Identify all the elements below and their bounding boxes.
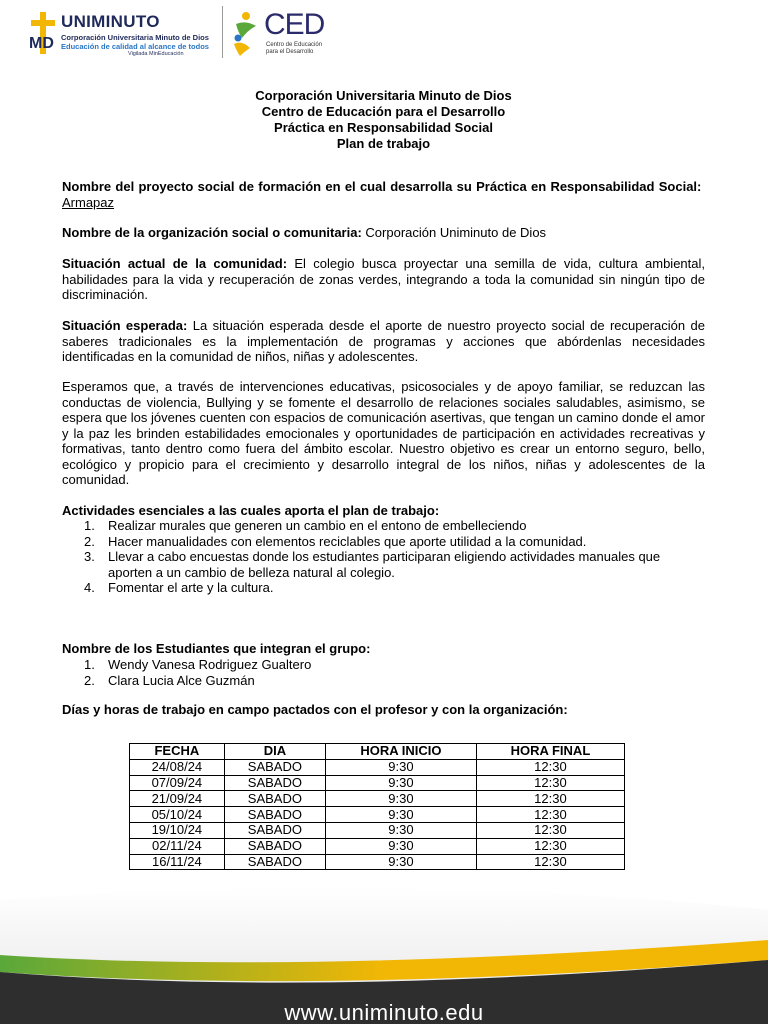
table-cell: 12:30 <box>476 791 624 807</box>
column-header-hora-inicio: HORA INICIO <box>326 744 477 760</box>
list-item-text: Fomentar el arte y la cultura. <box>108 580 274 595</box>
ced-logo <box>232 8 342 60</box>
list-item-number: 2. <box>84 533 95 549</box>
table-cell: SABADO <box>224 791 325 807</box>
current-situation-label: Situación actual de la comunidad: <box>62 256 288 271</box>
column-header-hora-final: HORA FINAL <box>476 744 624 760</box>
table-cell: SABADO <box>224 838 325 854</box>
uniminuto-wordmark: UNIMINUTO <box>61 12 160 31</box>
schedule-table <box>129 743 625 870</box>
table-row <box>130 791 625 807</box>
table-cell: SABADO <box>224 775 325 791</box>
table-header-row <box>130 744 625 760</box>
table-cell: 12:30 <box>476 854 624 870</box>
current-situation-section <box>62 256 705 303</box>
table-cell: 07/09/24 <box>130 775 225 791</box>
table-cell: 12:30 <box>476 807 624 823</box>
table-cell: 12:30 <box>476 838 624 854</box>
title-line-3: Práctica en Responsabilidad Social <box>274 120 493 135</box>
table-row <box>130 775 625 791</box>
title-line-1: Corporación Universitaria Minuto de Dios <box>255 88 512 103</box>
table-cell: 9:30 <box>326 791 477 807</box>
uniminuto-logo <box>28 10 218 58</box>
table-cell: 16/11/24 <box>130 854 225 870</box>
md-logo-mark-icon <box>28 12 58 54</box>
list-item <box>80 580 705 596</box>
list-item <box>80 549 705 580</box>
ced-subtitle-line2: para el Desarrollo <box>266 49 314 55</box>
list-item <box>80 518 705 534</box>
table-row <box>130 807 625 823</box>
list-item-number: 2. <box>84 672 95 688</box>
list-item-text: Llevar a cabo encuestas donde los estudiantes participaran eligiendo actividades manuales que aporten a un cambio de belleza natural al colegio. <box>108 549 661 580</box>
list-item <box>80 657 705 673</box>
current-situation-text: El colegio busca proyectar una semilla de vida, cultura ambiental, habilidades para la vida y recuperación de zonas verdes, integrando a toda la comunidad sin ningún tipo de discriminación. <box>62 256 705 302</box>
table-cell: 19/10/24 <box>130 822 225 838</box>
table-cell: 05/10/24 <box>130 807 225 823</box>
project-name-value: Armapaz <box>62 194 115 210</box>
table-cell: 9:30 <box>326 838 477 854</box>
table-cell: 24/08/24 <box>130 759 225 775</box>
table-cell: SABADO <box>224 807 325 823</box>
table-row <box>130 759 625 775</box>
uniminuto-subtitle: Corporación Universitaria Minuto de Dios <box>61 33 209 42</box>
table-cell: 12:30 <box>476 822 624 838</box>
document-titles <box>62 88 705 152</box>
table-cell: 21/09/24 <box>130 791 225 807</box>
uniminuto-slogan: Educación de calidad al alcance de todos <box>61 42 209 51</box>
hopes-paragraph: Esperamos que, a través de intervenciones educativas, psicosociales y de apoyo familiar, se reduzcan las conductas de violencia, Bullying y se fomente el desarrollo de relaciones sociales saludables, asimismo, se espera que los jóvenes cuenten con espacios de comunicación asertivas, que tengan un camino donde el amor y la paz les brinden estabilidades emocionales y oportunidades de participación en actividades recreativas y formativas, tanto dentro como fuera del ámbito escolar. Nuestro objetivo es crear un entorno seguro, bello, ecológico y propicio para el crecimiento y desarrollo integral de los niños, niñas y adolescentes de la comunidad. <box>62 379 705 487</box>
svg-text:MD: MD <box>29 35 54 52</box>
activities-list <box>80 518 705 596</box>
schedule-heading: Días y horas de trabajo en campo pactados con el profesor y con la organización: <box>62 702 568 717</box>
organization-value: Corporación Uniminuto de Dios <box>361 225 547 240</box>
activities-heading: Actividades esenciales a las cuales aporta el plan de trabajo: <box>62 503 440 518</box>
organization-section <box>62 225 705 241</box>
title-line-2: Centro de Educación para el Desarrollo <box>261 104 506 119</box>
table-cell: 12:30 <box>476 759 624 775</box>
logo-divider <box>222 6 223 58</box>
table-cell: 9:30 <box>326 822 477 838</box>
table-cell: 02/11/24 <box>130 838 225 854</box>
uniminuto-vigilada: Vigilada MinEducación <box>128 51 184 57</box>
table-cell: 12:30 <box>476 775 624 791</box>
column-header-fecha: FECHA <box>130 744 225 760</box>
students-heading: Nombre de los Estudiantes que integran el grupo: <box>62 641 371 656</box>
table-row <box>130 822 625 838</box>
list-item-number: 3. <box>84 549 95 564</box>
table-cell: SABADO <box>224 822 325 838</box>
students-list <box>80 657 705 688</box>
table-cell: 9:30 <box>326 854 477 870</box>
organization-label: Nombre de la organización social o comunitaria: <box>62 225 362 240</box>
column-header-dia: DIA <box>224 744 325 760</box>
table-row <box>130 854 625 870</box>
table-cell: 9:30 <box>326 775 477 791</box>
table-cell: SABADO <box>224 854 325 870</box>
list-item-number: 4. <box>84 580 95 595</box>
list-item-text: Wendy Vanesa Rodriguez Gualtero <box>108 657 312 672</box>
footer-url: www.uniminuto.edu <box>284 1000 484 1024</box>
list-item-number: 1. <box>84 518 95 533</box>
ced-subtitle <box>266 42 322 56</box>
title-line-4: Plan de trabajo <box>336 136 431 151</box>
table-cell: 9:30 <box>326 807 477 823</box>
list-item-number: 1. <box>84 657 95 672</box>
list-item-text: Hacer manualidades con elementos reciclables que aporte utilidad a la comunidad. <box>108 533 587 549</box>
page-header <box>0 0 768 64</box>
expected-situation-text: La situación esperada desde el aporte de nuestro proyecto social de recuperación de saberes tradicionales es la implementación de programas y acciones que abórdenlas necesidades identificadas en la comunidad de niños, niñas y adolescentes. <box>62 318 705 364</box>
project-name-label: Nombre del proyecto social de formación en el cual desarrolla su Práctica en Responsabilidad Social: <box>62 179 702 194</box>
project-name-section <box>62 179 705 210</box>
list-item <box>80 673 705 689</box>
list-item-text: Clara Lucia Alce Guzmán <box>108 672 255 688</box>
expected-situation-section <box>62 318 705 365</box>
ced-subtitle-line1: Centro de Educación <box>266 42 323 48</box>
table-cell: 9:30 <box>326 759 477 775</box>
ced-wordmark: CED <box>264 8 325 41</box>
table-cell: SABADO <box>224 759 325 775</box>
list-item-text: Realizar murales que generen un cambio en el entono de embelleciendo <box>108 518 527 533</box>
table-row <box>130 838 625 854</box>
expected-situation-label: Situación esperada: <box>62 318 188 333</box>
list-item <box>80 534 705 550</box>
